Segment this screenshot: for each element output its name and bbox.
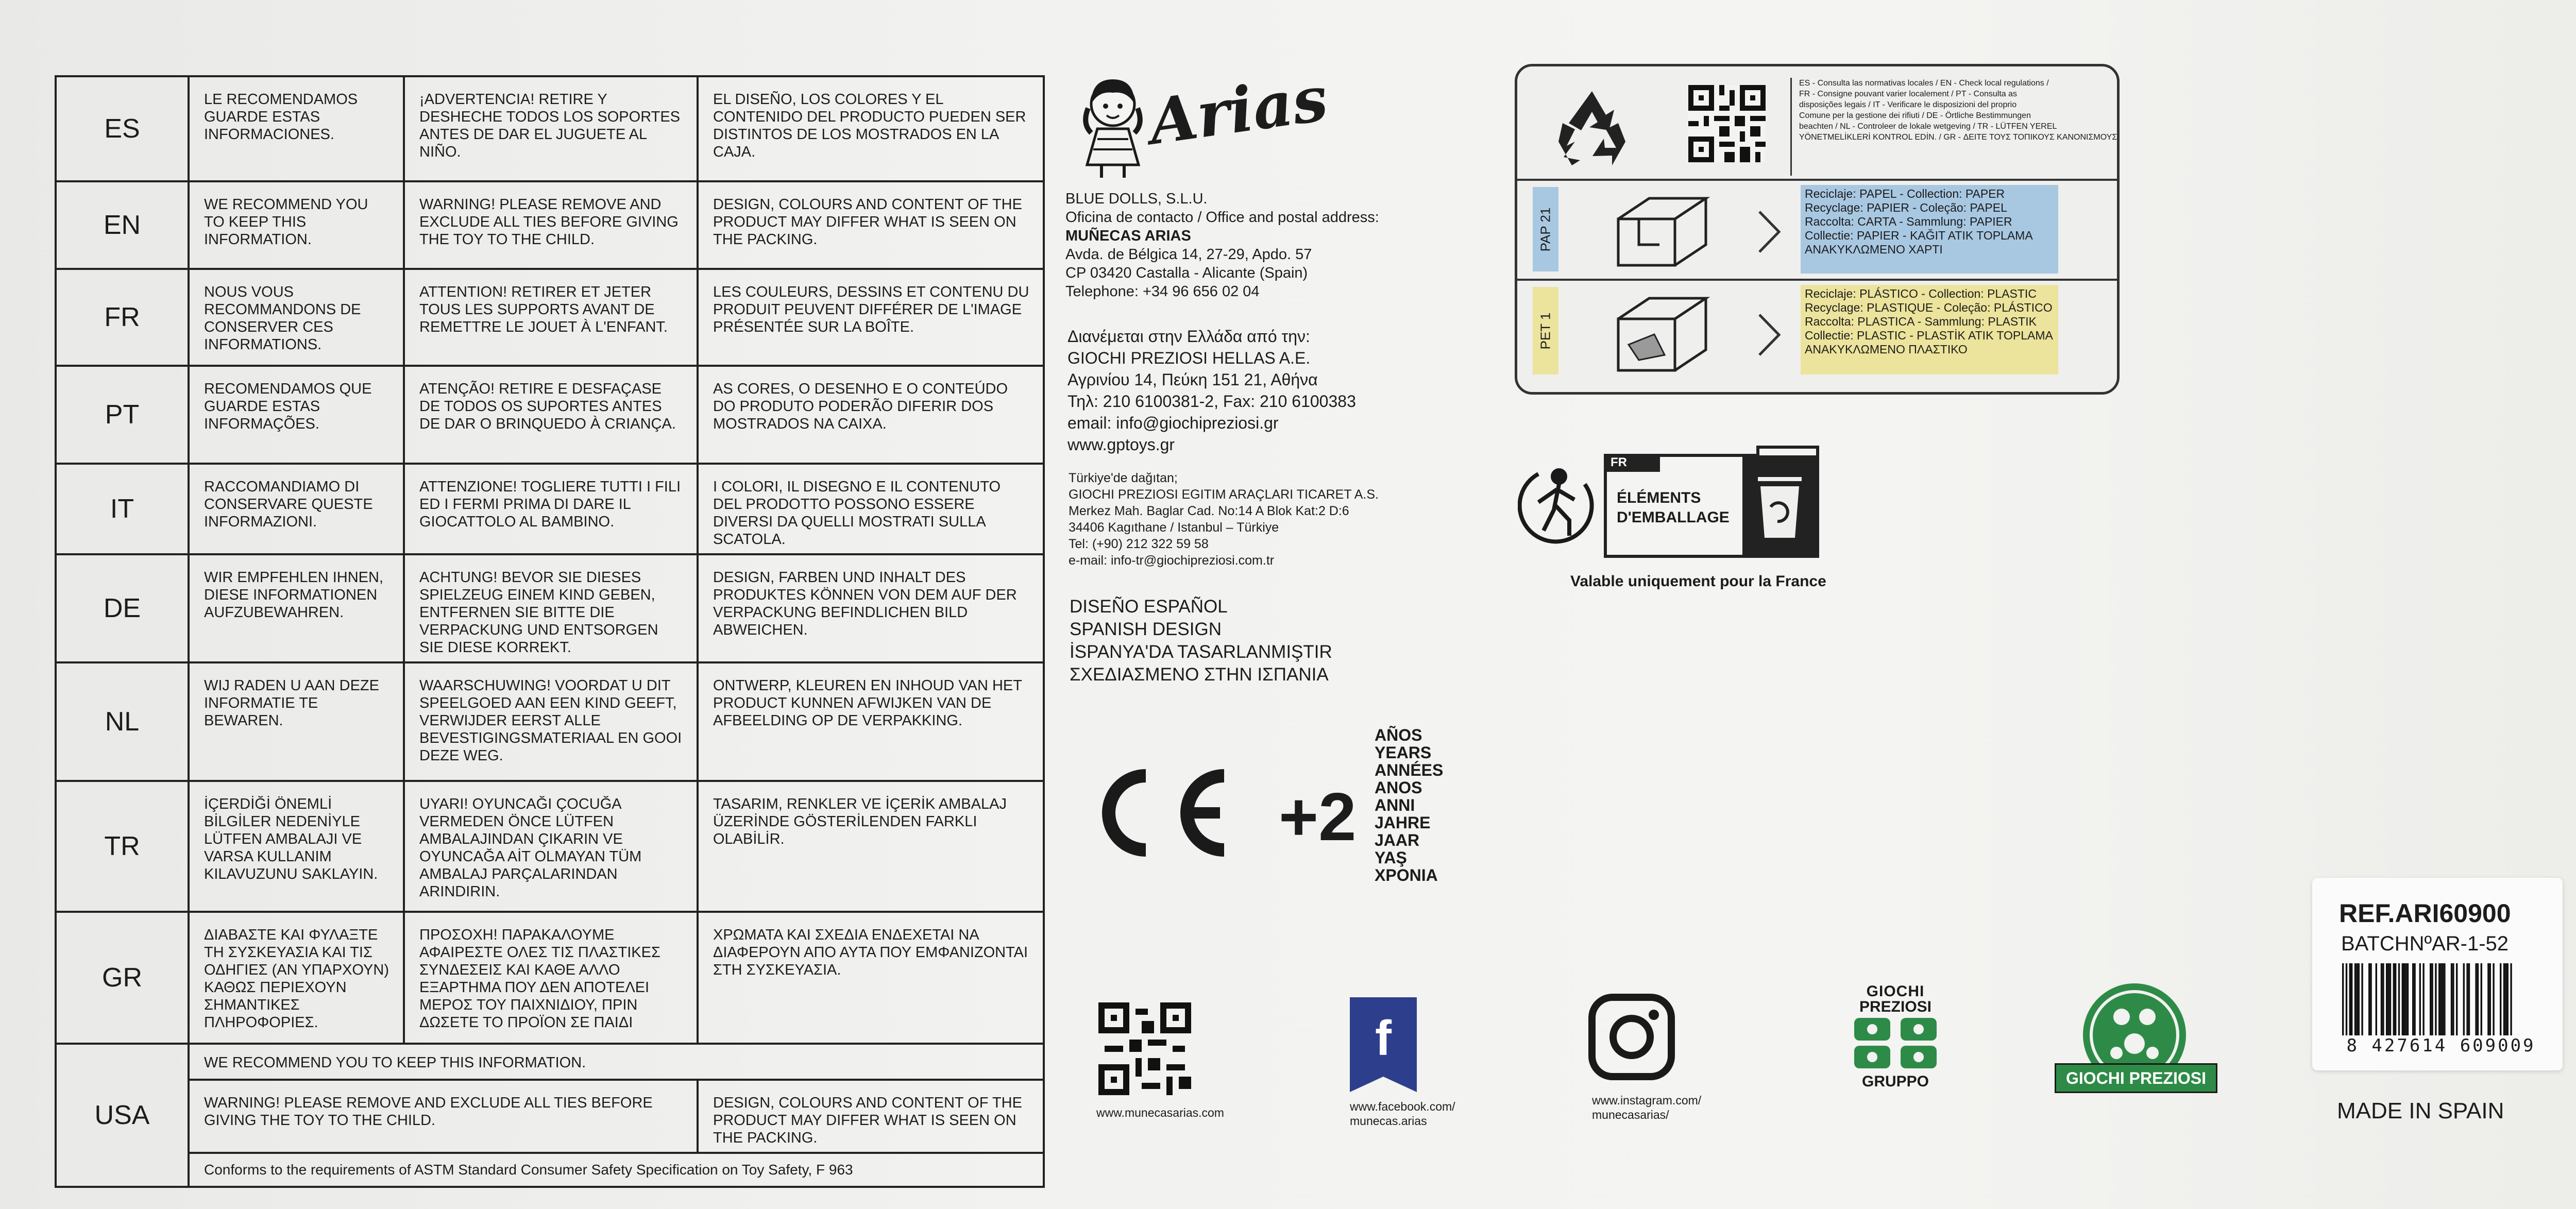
legend-line: beachten / NL - Controleer de lokale wetgeving / TR - LÜTFEN YEREL [1799, 122, 2057, 131]
plastic-code-tab [1533, 287, 1558, 374]
triman-fr-label: FR [1611, 455, 1627, 469]
batch-number: BATCHNºAR-1-52 [2341, 932, 2509, 955]
barcode-bar [2468, 963, 2470, 1035]
barcode-bar [2477, 963, 2479, 1035]
round-logo-label: GIOCHI PREZIOSI [2055, 1063, 2217, 1093]
paper-line: Raccolta: CARTA - Sammlung: PAPIER [1805, 215, 2012, 228]
plastic-box-icon [1608, 288, 1716, 376]
chevron-right-icon [1755, 209, 1784, 255]
barcode-bar [2435, 963, 2436, 1035]
barcode-bar [2507, 963, 2509, 1035]
warning-cell-design: ONTWERP, KLEUREN EN INHOUD VAN HET PRODUCT KUNNEN AFWIJKEN VAN DE AFBEELDING OP DE VERPAKKING. [698, 662, 1044, 781]
warning-cell-warning: ¡ADVERTENCIA! RETIRE Y DESHECHE TODOS LOS SOPORTES ANTES DE DAR EL JUGUETE AL NIÑO. [404, 76, 698, 181]
arias-logo-text: Arias [1144, 62, 1332, 159]
office-name: MUÑECAS ARIAS [1065, 228, 1191, 244]
warning-cell-design: TASARIM, RENKLER VE İÇERİK AMBALAJ ÜZERİNDE GÖSTERİLENDEN FARKLI OLABİLİR. [698, 781, 1044, 912]
barcode-bar [2431, 963, 2433, 1035]
warning-row-usa-detail [56, 1080, 1044, 1153]
qr-code-icon [1098, 1002, 1191, 1095]
made-in-label: MADE IN SPAIN [2337, 1098, 2504, 1123]
warning-cell-warning: WARNING! PLEASE REMOVE AND EXCLUDE ALL TIES BEFORE GIVING THE TOY TO THE CHILD. [189, 1080, 698, 1153]
barcode-bar [2393, 963, 2395, 1035]
paper-line: ΑΝΑΚΥΚΛΩΜΕΝΟ ΧΑΡΤΙ [1805, 243, 1943, 256]
barcode-bar [2349, 963, 2351, 1035]
barcode-bar [2440, 963, 2442, 1035]
warning-cell-warning: WAARSCHUWING! VOORDAT U DIT SPEELGOED AAN EEN KIND GEEFT, VERWIJDER EERST ALLE BEVESTIGINGSMATERIAAL EN GOOI DEZE WEG. [404, 662, 698, 781]
warning-row-es [56, 76, 1044, 181]
barcode-bar [2442, 963, 2444, 1035]
ce-mark-icon [1080, 761, 1234, 864]
distributor-line: email: info@giochipreziosi.gr [1067, 414, 1279, 432]
barcode-bar [2387, 963, 2389, 1035]
barcode-bar [2487, 963, 2489, 1035]
distributor-line: GIOCHI PREZIOSI EGITIM ARAÇLARI TICARET A.S. [1069, 487, 1379, 502]
barcode-bar [2351, 963, 2352, 1035]
warning-row-nl [56, 662, 1044, 781]
chevron-right-icon [1755, 312, 1784, 358]
legend-line: YÖNETMELİKLERİ KONTROL EDİN. / GR - ΔΕΙΤΕ ΤΟΥΣ ΤΟΠΙΚΟΥΣ ΚΑΝΟΝΙΣΜΟΥΣ [1799, 133, 2117, 142]
barcode-bar [2370, 963, 2371, 1035]
warning-cell-warning: ACHTUNG! BEVOR SIE DIESES SPIELZEUG EINEM KIND GEBEN, ENTFERNEN SIE BITTE DIE VERPACKUNG UND ENTSORGEN SIE DIESE KORREKT. [404, 554, 698, 662]
age-words [1375, 726, 1443, 884]
warning-row-gr [56, 912, 1044, 1044]
barcode-bar [2503, 963, 2505, 1035]
barcode-bar [2493, 963, 2494, 1035]
warning-cell-design: EL DISEÑO, LOS COLORES Y EL CONTENIDO DEL PRODUCTO PUEDEN SER DISTINTOS DE LOS MOSTRADOS EN LA CAJA. [698, 76, 1044, 181]
warning-cell-code: USA [56, 1044, 189, 1187]
paper-box-icon [1608, 188, 1716, 270]
instagram-link-line: munecasarias/ [1592, 1108, 1669, 1121]
triman-icon [1518, 453, 1600, 546]
warning-cell-warning: ATTENZIONE! TOGLIERE TUTTI I FILI ED I FERMI PRIMA DI DARE IL GIOCATTOLO AL BAMBINO. [404, 464, 698, 554]
logo-line: GRUPPO [1861, 1073, 1929, 1090]
design-origin-line: ΣΧΕΔΙΑΣΜΕΝΟ ΣΤΗΝ ΙΣΠΑΝΙΑ [1070, 665, 1329, 685]
barcode-bar [2407, 963, 2409, 1035]
warning-cell-design: DESIGN, COLOURS AND CONTENT OF THE PRODUCT MAY DIFFER WHAT IS SEEN ON THE PACKING. [698, 181, 1044, 269]
warning-cell-keep: RECOMENDAMOS QUE GUARDE ESTAS INFORMAÇÕES. [189, 366, 404, 464]
paper-code: PAP 21 [1537, 207, 1553, 251]
svg-text:f: f [1375, 1011, 1392, 1066]
age-word: ANOS [1375, 778, 1422, 797]
reference-sticker [2312, 878, 2563, 1070]
barcode-bar [2456, 963, 2458, 1035]
barcode-bar [2382, 963, 2384, 1035]
recycling-legend [1790, 78, 2119, 176]
warning-cell-warning: UYARI! OYUNCAĞI ÇOCUĞA VERMEDEN ÖNCE LÜTFEN AMBALAJINDAN ÇIKARIN VE OYUNCAĞA AİT OLMAYAN TÜM AMBALAJ PARÇALARINDAN ARINDIRIN. [404, 781, 698, 912]
facebook-icon[interactable] [1350, 997, 1417, 1092]
barcode-bar [2402, 963, 2403, 1035]
logo-line: GIOCHI [1866, 983, 1925, 1000]
barcode-number: 8 427614 609009 [2346, 1035, 2536, 1056]
legend-line: Comune per la gestione dei rifiuti / DE - Örtliche Bestimmungen [1799, 111, 2031, 120]
barcode-bar [2500, 963, 2501, 1035]
design-origin-line: DISEÑO ESPAÑOL [1070, 597, 1228, 617]
facebook-link-line: www.facebook.com/ [1350, 1100, 1455, 1113]
greece-distributor [1067, 326, 1356, 455]
warning-cell-code: GR [56, 912, 189, 1044]
gruppo-mark-icon [1849, 1015, 1942, 1071]
warning-cell-warning: ATTENTION! RETIRER ET JETER TOUS LES SUPPORTS AVANT DE REMETTRE LE JOUET À L'ENFANT. [404, 269, 698, 366]
warning-cell-keep: WE RECOMMEND YOU TO KEEP THIS INFORMATION. [189, 181, 404, 269]
warning-row-pt [56, 366, 1044, 464]
warning-row-de [56, 554, 1044, 662]
age-word: YAŞ [1375, 848, 1407, 867]
address-line: Avda. de Bélgica 14, 27-29, Apdo. 57 [1065, 246, 1312, 263]
warning-cell-design: DESIGN, FARBEN UND INHALT DES PRODUKTES KÖNNEN VON DEM AUF DER VERPACKUNG BEFINDLICHEN BILD ABWEICHEN. [698, 554, 1044, 662]
age-value: +2 [1279, 779, 1357, 855]
warning-cell-keep: NOUS VOUS RECOMMANDONS DE CONSERVER CES INFORMATIONS. [189, 269, 404, 366]
reference-number: REF.ARI60900 [2339, 899, 2511, 928]
legend-line: disposições legais / IT - Verificare le disposizioni del proprio [1799, 100, 2017, 109]
warning-row-it [56, 464, 1044, 554]
recycle-icon [1548, 85, 1636, 167]
warning-cell-warning: ATENÇÃO! RETIRE E DESFAÇASE DE TODOS OS SUPORTES ANTES DE DAR O BRINQUEDO À CRIANÇA. [404, 366, 698, 464]
website-link[interactable]: www.munecasarias.com [1096, 1106, 1224, 1119]
distributor-line: Merkez Mah. Baglar Cad. No:14 A Blok Kat:2 D:6 [1069, 504, 1349, 518]
triman-line: ÉLÉMENTS [1617, 489, 1701, 506]
barcode-bar [2452, 963, 2454, 1035]
paper-line: Reciclaje: PAPEL - Collection: PAPER [1805, 187, 2005, 200]
design-origin-line: SPANISH DESIGN [1070, 619, 1222, 639]
barcode-bar [2489, 963, 2491, 1035]
distributor-line: Αγρινίου 14, Πεύκη 151 21, Αθήνα [1067, 370, 1318, 389]
giochi-preziosi-gruppo-logo [1846, 984, 1944, 1089]
turkey-distributor [1069, 470, 1379, 569]
plastic-code: PET 1 [1537, 312, 1553, 349]
warning-row-usa [56, 1044, 1044, 1080]
age-word: JAHRE [1375, 813, 1431, 832]
plastic-line: Recyclage: PLASTIQUE - Coleção: PLÁSTICO [1805, 301, 2053, 314]
warning-cell-code: ES [56, 76, 189, 181]
barcode-bar [2395, 963, 2396, 1035]
barcode-bar [2422, 963, 2424, 1035]
warning-cell-code: FR [56, 269, 189, 366]
plastic-line: Reciclaje: PLÁSTICO - Collection: PLASTIC [1805, 287, 2037, 300]
design-origin [1070, 595, 1332, 686]
paper-line: Recyclage: PAPIER - Coleção: PAPEL [1805, 201, 2007, 214]
warning-cell-keep: WIJ RADEN U AAN DEZE INFORMATIE TE BEWAREN. [189, 662, 404, 781]
paper-band [1801, 185, 2058, 274]
warning-cell-keep: WIR EMPFEHLEN IHNEN, DIESE INFORMATIONEN AUFZUBEWAHREN. [189, 554, 404, 662]
barcode-bar [2354, 963, 2356, 1035]
warning-cell-code: NL [56, 662, 189, 781]
distributor-line: Τηλ: 210 6100381-2, Fax: 210 6100383 [1067, 392, 1356, 411]
warning-cell-keep: ΔΙΑΒΑΣΤΕ ΚΑΙ ΦΥΛΑΞΤΕ ΤΗ ΣΥΣΚΕΥΑΣΙΑ ΚΑΙ ΤΙΣ ΟΔΗΓΙΕΣ (ΑΝ ΥΠΑΡΧΟΥΝ) ΚΑΘΩΣ ΠΕΡΙΕΧΟΥΝ ΣΗΜΑΝΤΙΚΕΣ ΠΛΗΡΟΦΟΡΙΕΣ. [189, 912, 404, 1044]
legend-line: ES - Consulta las normativas locales / EN - Check local regulations / [1799, 79, 2049, 88]
barcode-bar [2381, 963, 2382, 1035]
barcode-bar [2389, 963, 2391, 1035]
company-address [1065, 190, 1379, 301]
warning-cell-keep: LE RECOMENDAMOS GUARDE ESTAS INFORMACIONES. [189, 76, 404, 181]
qr-code-icon [1688, 85, 1766, 162]
distributor-line: e-mail: info-tr@giochipreziosi.com.tr [1069, 553, 1275, 568]
age-word: AÑOS [1375, 726, 1422, 744]
warning-cell-keep: WE RECOMMEND YOU TO KEEP THIS INFORMATION. [189, 1044, 1044, 1080]
divider [1517, 279, 2117, 281]
giochi-preziosi-round-logo [2055, 981, 2214, 1099]
warning-cell-design: AS CORES, O DESENHO E O CONTEÚDO DO PRODUTO PODERÃO DIFERIR DOS MOSTRADOS NA CAIXA. [698, 366, 1044, 464]
triman-text [1617, 488, 1730, 527]
office-label: Oficina de contacto / Office and postal address: [1065, 209, 1379, 226]
paper-code-tab [1533, 187, 1558, 271]
distributor-line: 34406 Kagıthane / Istanbul – Türkiye [1069, 520, 1279, 535]
barcode-bar [2342, 963, 2344, 1035]
barcode-bar [2361, 963, 2363, 1035]
triman-caption: Valable uniquement pour la France [1570, 573, 1826, 590]
warning-row-fr [56, 269, 1044, 366]
legend-line: FR - Consigne pouvant varier localement / PT - Consulta as [1799, 90, 2018, 98]
warning-cell-code: IT [56, 464, 189, 554]
logo-line: PREZIOSI [1859, 998, 1932, 1015]
warning-row-tr [56, 781, 1044, 912]
address-line: CP 03420 Castalla - Alicante (Spain) [1065, 265, 1308, 281]
company-name: BLUE DOLLS, S.L.U. [1065, 191, 1208, 207]
barcode-bar [2398, 963, 2400, 1035]
barcode-bar [2475, 963, 2477, 1035]
instagram-icon[interactable] [1588, 993, 1675, 1081]
barcode-bar [2405, 963, 2406, 1035]
barcode-bar [2346, 963, 2347, 1035]
barcode-bar [2430, 963, 2431, 1035]
astm-conformity: Conforms to the requirements of ASTM Standard Consumer Safety Specification on Toy Safety, F 963 [189, 1153, 1044, 1187]
distributor-line: Tel: (+90) 212 322 59 58 [1069, 537, 1209, 551]
divider [1517, 179, 2117, 181]
distributor-line: Türkiye'de dağıtan; [1069, 471, 1178, 485]
warning-cell-code: EN [56, 181, 189, 269]
plastic-line: Raccolta: PLASTICA - Sammlung: PLASTIK [1805, 315, 2037, 328]
warning-cell-code: DE [56, 554, 189, 662]
barcode-bar [2412, 963, 2414, 1035]
instagram-link-line: www.instagram.com/ [1592, 1094, 1702, 1107]
warning-cell-design: DESIGN, COLOURS AND CONTENT OF THE PRODUCT MAY DIFFER WHAT IS SEEN ON THE PACKING. [698, 1080, 1044, 1153]
barcode-bar [2451, 963, 2452, 1035]
age-word: YEARS [1375, 743, 1432, 762]
plastic-band [1801, 285, 2058, 374]
warnings-table [55, 75, 1045, 1188]
barcode-bar [2376, 963, 2377, 1035]
facebook-link-line: munecas.arias [1350, 1114, 1427, 1128]
distributor-line: www.gptoys.gr [1067, 435, 1175, 454]
barcode-bar [2403, 963, 2405, 1035]
barcode-bar [2438, 963, 2440, 1035]
barcode-bar [2463, 963, 2465, 1035]
distributor-line: GIOCHI PREZIOSI HELLAS A.E. [1067, 349, 1311, 367]
facebook-link[interactable] [1350, 1099, 1455, 1128]
barcode-bar [2444, 963, 2445, 1035]
barcode-bar [2419, 963, 2421, 1035]
barcode-bar [2505, 963, 2506, 1035]
age-word: ANNÉES [1375, 761, 1444, 779]
warning-cell-warning: ΠΡΟΣΟΧΗ! ΠΑΡΑΚΑΛΟΥΜΕ ΑΦΑΙΡΕΣΤΕ ΟΛΕΣ ΤΙΣ ΠΛΑΣΤΙΚΕΣ ΣΥΝΔΕΣΕΙΣ ΚΑΙ ΚΑΘΕ ΑΛΛΟ ΕΞΑΡΤΗΜΑ ΠΟΥ ΔΕΝ ΑΠΟΤΕΛΕΙ ΜΕΡΟΣ ΤΟΥ ΠΑΙΧΝΙΔΙΟΥ, ΠΡΙΝ ΔΩΣΕΤΕ ΤΟ ΠΡΟΪΟΝ ΣΕ ΠΑΙΔΙ [404, 912, 698, 1044]
barcode-bar [2466, 963, 2468, 1035]
barcode-bar [2414, 963, 2415, 1035]
age-word: ΧΡΟΝΙΑ [1375, 866, 1438, 884]
warning-cell-design: ΧΡΩΜΑΤΑ ΚΑΙ ΣΧΕΔΙΑ ΕΝΔΕΧΕΤΑΙ ΝΑ ΔΙΑΦΕΡΟΥΝ ΑΠΟ ΑΥΤΑ ΠΟΥ ΕΜΦΑΝΙΖΟΝΤΑΙ ΣΤΗ ΣΥΣΚΕΥΑΣΙΑ. [698, 912, 1044, 1044]
warning-cell-code: TR [56, 781, 189, 912]
instagram-link[interactable] [1592, 1093, 1701, 1122]
warning-cell-keep: İÇERDİĞİ ÖNEMLİ BİLGİLER NEDENİYLE LÜTFEN AMBALAJI VE VARSA KULLANIM KILAVUZUNU SAKLAYIN. [189, 781, 404, 912]
emballage-badge [1603, 445, 1820, 558]
plastic-line: ΑΝΑΚΥΚΛΩΜΕΝΟ ΠΛΑΣΤΙΚΟ [1805, 343, 1968, 356]
triman-line: D'EMBALLAGE [1617, 509, 1730, 526]
barcode-bar [2386, 963, 2387, 1035]
warning-cell-design: LES COULEURS, DESSINS ET CONTENU DU PRODUIT PEUVENT DIFFÉRER DE L'IMAGE PRÉSENTÉE SUR LA BOÎTE. [698, 269, 1044, 366]
warning-cell-warning: WARNING! PLEASE REMOVE AND EXCLUDE ALL TIES BEFORE GIVING THE TOY TO THE CHILD. [404, 181, 698, 269]
paper-line: Collectie: PAPIER - KAĞIT ATIK TOPLAMA [1805, 229, 2033, 242]
age-word: JAAR [1375, 831, 1420, 849]
warning-row-en [56, 181, 1044, 269]
distributor-line: Διανέμεται στην Ελλάδα από την: [1067, 327, 1310, 346]
plastic-line: Collectie: PLASTIC - PLASTİK ATIK TOPLAMA [1805, 329, 2053, 342]
warning-cell-keep: RACCOMANDIAMO DI CONSERVARE QUESTE INFORMAZIONI. [189, 464, 404, 554]
barcode-bar [2481, 963, 2482, 1035]
telephone: Telephone: +34 96 656 02 04 [1065, 283, 1260, 300]
barcode-bar [2368, 963, 2370, 1035]
warning-cell-design: I COLORI, IL DISEGNO E IL CONTENUTO DEL PRODOTTO POSSONO ESSERE DIVERSI DA QUELLI MOSTRATI SULLA SCATOLA. [698, 464, 1044, 554]
barcode-bar [2358, 963, 2360, 1035]
recycling-panel [1515, 64, 2120, 395]
barcode-bar [2356, 963, 2358, 1035]
warning-cell-code: PT [56, 366, 189, 464]
age-word: ANNI [1375, 796, 1415, 814]
barcode-bar [2510, 963, 2512, 1035]
design-origin-line: İSPANYA'DA TASARLANMIŞTIR [1070, 642, 1332, 662]
barcode-icon [2339, 963, 2545, 1041]
warning-row-usa-astm [56, 1153, 1044, 1187]
